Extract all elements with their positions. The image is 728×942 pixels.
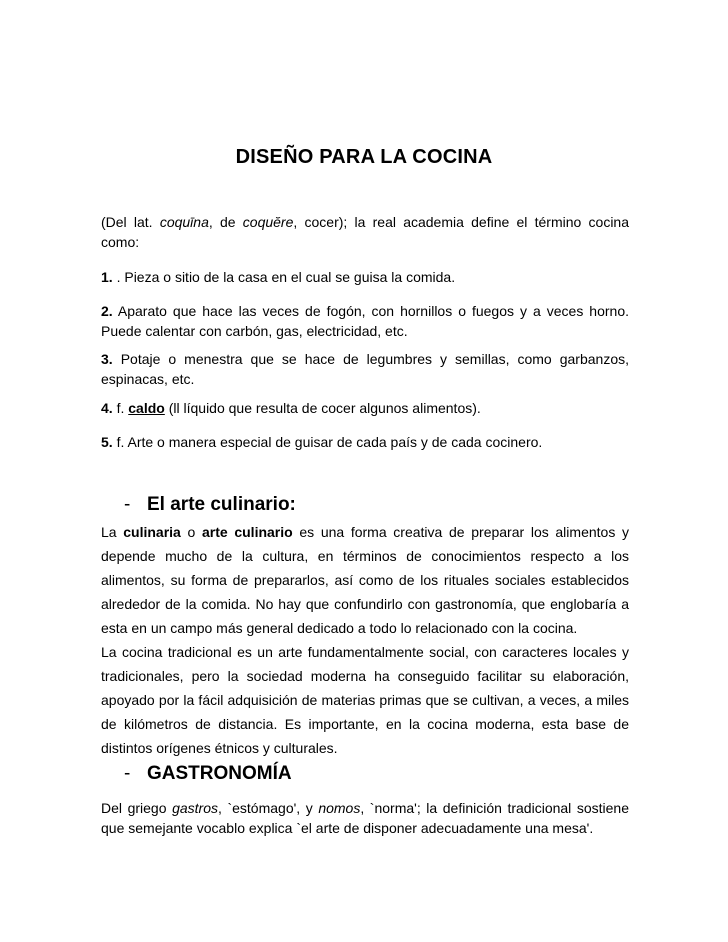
page-title: DISEÑO PARA LA COCINA [235, 146, 493, 168]
section-heading-gastronomia [124, 762, 292, 786]
text-run: o [180, 524, 202, 540]
term-gastros: gastros [172, 800, 218, 816]
culinario-paragraph-2: La cocina tradicional es un arte fundamentalmente social, con caracteres locales y tradicionales, pero la sociedad moderna ha conseguido facilitar su elaboración, apoyado por la fácil adquisición de materias primas que se cultivan, a veces, a miles de kilómetros de distancia. Es importante, en la cocina moderna, esta base de distintos orígenes étnicos y culturales. [101, 644, 629, 756]
definition-3 [101, 349, 629, 389]
definition-number: 3. [101, 351, 113, 367]
heading-text: GASTRONOMÍA [147, 763, 292, 784]
term-nomos: nomos [318, 800, 361, 816]
definition-2 [101, 301, 629, 341]
text-run: , `estómago', y [218, 800, 319, 816]
text-run: La [101, 524, 124, 540]
definition-text: Potaje o menestra que se hace de legumbres y semillas, como garbanzos, espinacas, etc. [101, 351, 629, 387]
bullet-dash: - [124, 494, 131, 515]
text-run: es una forma creativa de preparar los alimentos y depende mucho de la cultura, en términos de conocimientos respecto a los alimentos, su forma de prepararlos, así como de los rituales sociales establecidos alrededor de la comida. No hay que confundirlo con gastronomía, que englobaría a esta en un campo más general dedicado a todo lo relacionado con la cocina. [101, 524, 629, 636]
definition-text: Aparato que hace las veces de fogón, con hornillos o fuegos y a veces horno. Puede calentar con carbón, gas, electricidad, etc. [101, 303, 629, 339]
definition-text: . Pieza o sitio de la casa en el cual se guisa la comida. [112, 269, 456, 285]
culinario-paragraph-1 [101, 520, 629, 640]
text-run: , `norma'; la definición tradicional sostiene que semejante vocablo explica `el arte de disponer adecuadamente una mesa'. [101, 800, 630, 836]
intro-suffix: , cocer); la real academia define el término cocina como: [101, 214, 630, 250]
gastronomia-paragraph [101, 798, 629, 838]
definition-1 [101, 267, 629, 287]
term-arte-culinario: arte culinario [201, 524, 293, 540]
latin-term-coquere: coquĕre [242, 214, 294, 230]
definition-abbr: f. [112, 400, 129, 416]
intro-prefix: (Del lat. [101, 214, 160, 230]
definition-number: 5. [101, 434, 113, 450]
latin-term-coquina: coquīna [159, 214, 209, 230]
intro-mid: , de [208, 214, 243, 230]
definition-number: 1. [101, 269, 113, 285]
text-run: Del griego [101, 800, 173, 816]
term-culinaria: culinaria [123, 524, 181, 540]
definition-text: (ll líquido que resulta de cocer algunos alimentos). [164, 400, 481, 416]
caldo-link[interactable]: caldo [128, 400, 165, 416]
definition-5 [101, 432, 629, 452]
definition-text: Arte o manera especial de guisar de cada país y de cada cocinero. [127, 434, 543, 450]
definition-abbr: f. [112, 434, 128, 450]
definition-4 [101, 398, 629, 418]
bullet-dash: - [124, 763, 131, 784]
definition-number: 2. [101, 303, 113, 319]
intro-paragraph [101, 212, 629, 252]
definition-number: 4. [101, 400, 113, 416]
section-heading-arte-culinario [124, 493, 296, 517]
heading-text: El arte culinario: [147, 494, 296, 515]
